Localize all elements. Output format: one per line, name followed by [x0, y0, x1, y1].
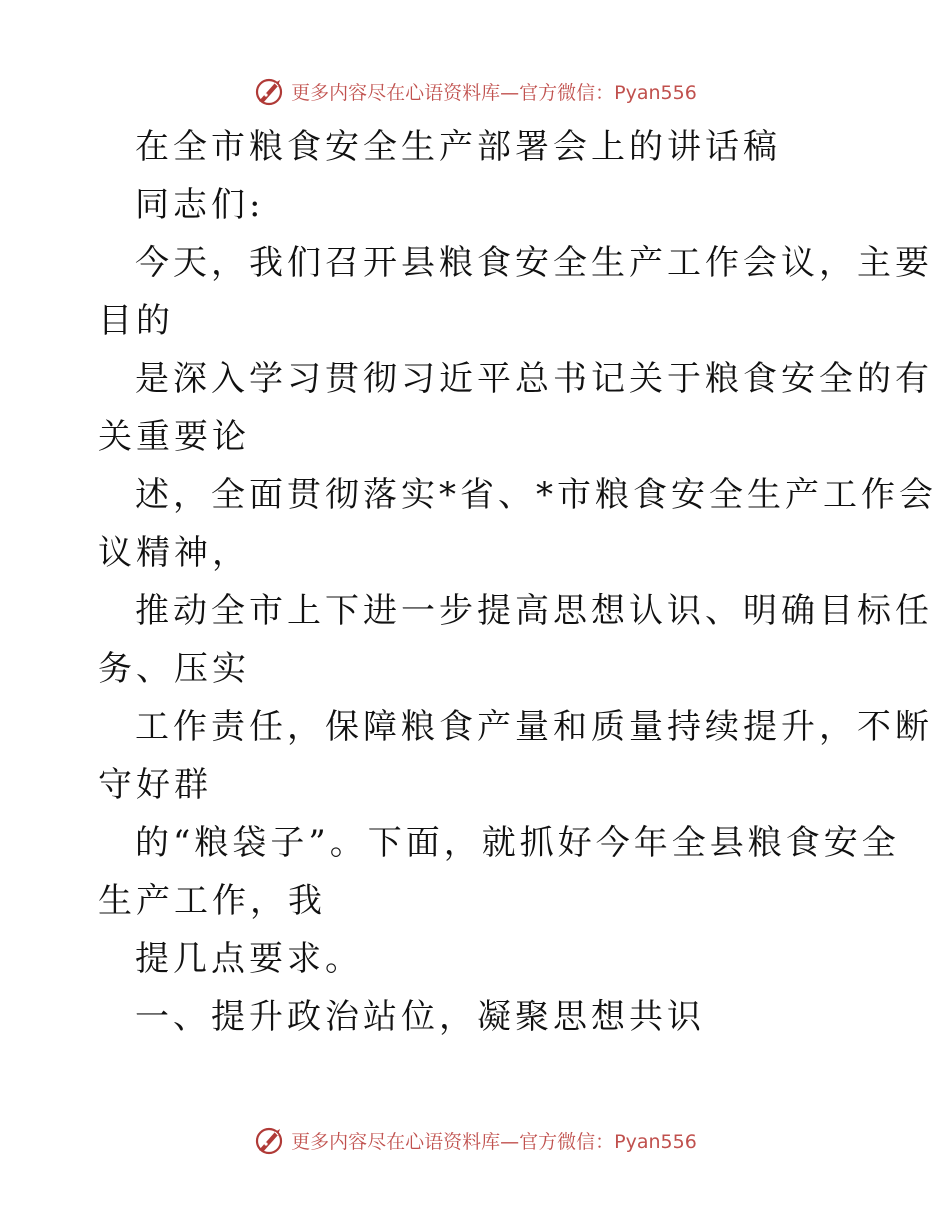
document-body	[98, 118, 937, 1046]
salutation: 同志们:	[135, 185, 265, 225]
section-heading: 一、提升政治站位，凝聚思想共识	[135, 997, 705, 1037]
paragraph-line: 是深入学习贯彻习近平总书记关于粮食安全的有	[135, 359, 933, 399]
paragraph-line: 守好群	[98, 765, 212, 805]
paragraph-line: 今天，我们召开县粮食安全生产工作会议，主要	[135, 243, 933, 283]
paragraph-line: 务、压实	[98, 649, 250, 689]
header-watermark	[0, 71, 950, 111]
paragraph-line: 提几点要求。	[135, 939, 363, 979]
paragraph-line: 关重要论	[98, 417, 250, 457]
document-title: 在全市粮食安全生产部署会上的讲话稿	[135, 127, 781, 167]
paragraph-line: 工作责任，保障粮食产量和质量持续提升，不断	[135, 707, 933, 747]
pen-nib-logo-icon	[253, 1124, 285, 1156]
paragraph-line: 述，全面贯彻落实*省、*市粮食安全生产工作会	[135, 475, 937, 515]
paragraph-line: 生产工作，我	[98, 881, 326, 921]
paragraph-line: 推动全市上下进一步提高思想认识、明确目标任	[135, 591, 933, 631]
footer-watermark	[0, 1120, 950, 1160]
paragraph-line: 目的	[98, 301, 174, 341]
watermark-text: 更多内容尽在心语资料库—官方微信：Pyan556	[291, 81, 697, 104]
paragraph-line: 的“粮袋子”。下面，就抓好今年全县粮食安全	[135, 823, 900, 863]
paragraph-line: 议精神，	[98, 533, 250, 573]
pen-nib-logo-icon	[253, 75, 285, 107]
watermark-text: 更多内容尽在心语资料库—官方微信：Pyan556	[291, 1130, 697, 1153]
